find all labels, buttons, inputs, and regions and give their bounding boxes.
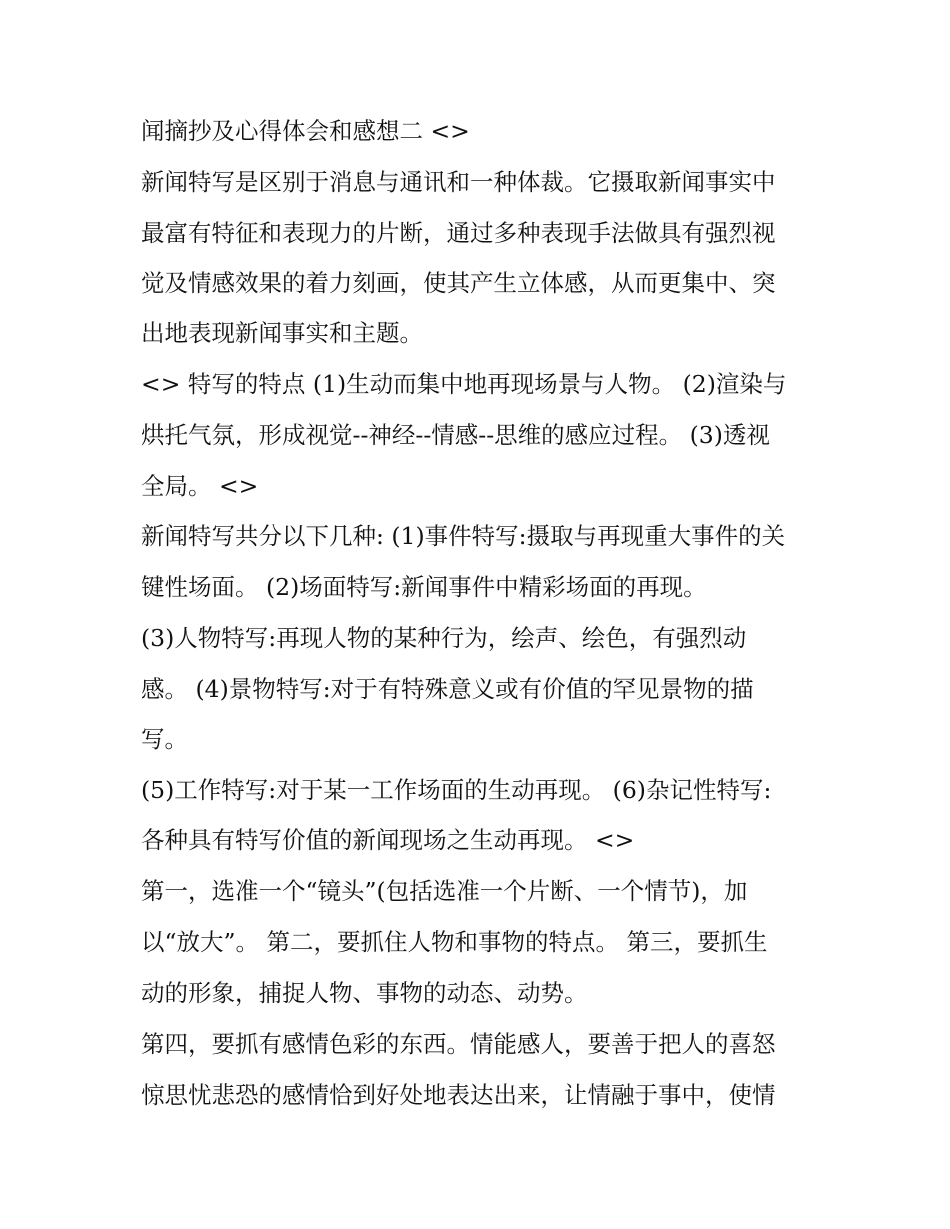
text-line: 新闻特写共分以下几种: (1)事件特写:摄取与再现重大事件的关 <box>141 522 786 550</box>
text-line: 最富有特征和表现力的片断，通过多种表现手法做具有强烈视 <box>141 219 776 247</box>
text-line: 键性场面。 (2)场面特写:新闻事件中精彩场面的再现。 <box>141 573 707 601</box>
text-line: 各种具有特写价值的新闻现场之生动再现。 <> <box>141 826 635 854</box>
text-line: 出地表现新闻事实和主题。 <box>141 319 423 347</box>
text-line: 新闻特写是区别于消息与通讯和一种体裁。它摄取新闻事实中 <box>141 168 776 196</box>
text-line: 第一，选准一个“镜头”(包括选准一个片断、一个情节)，加 <box>141 877 748 905</box>
text-line: 烘托气氛，形成视觉--神经--情感--思维的感应过程。 (3)透视 <box>141 421 770 449</box>
text-line: 以“放大”。 第二，要抓住人物和事物的特点。 第三，要抓生 <box>141 928 768 956</box>
text-line: 感。 (4)景物特写:对于有特殊意义或有价值的罕见景物的描 <box>141 675 754 703</box>
text-line: 全局。 <> <box>141 472 259 500</box>
text-line: (3)人物特写:再现人物的某种行为，绘声、绘色，有强烈动 <box>141 624 747 652</box>
text-line: 惊思忧悲恐的感情恰到好处地表达出来，让情融于事中，使情 <box>141 1081 776 1109</box>
text-line: 动的形象，捕捉人物、事物的动态、动势。 <box>141 979 588 1007</box>
text-line: (5)工作特写:对于某一工作场面的生动再现。 (6)杂记性特写: <box>141 776 772 804</box>
text-line: 觉及情感效果的着力刻画，使其产生立体感，从而更集中、突 <box>141 269 776 297</box>
text-line: <> 特写的特点 (1)生动而集中地再现场景与人物。 (2)渲染与 <box>141 370 787 398</box>
document-title-line: 闻摘抄及心得体会和感想二 <> <box>141 117 470 145</box>
text-line: 写。 <box>141 725 188 753</box>
text-line: 第四，要抓有感情色彩的东西。情能感人，要善于把人的喜怒 <box>141 1030 776 1058</box>
